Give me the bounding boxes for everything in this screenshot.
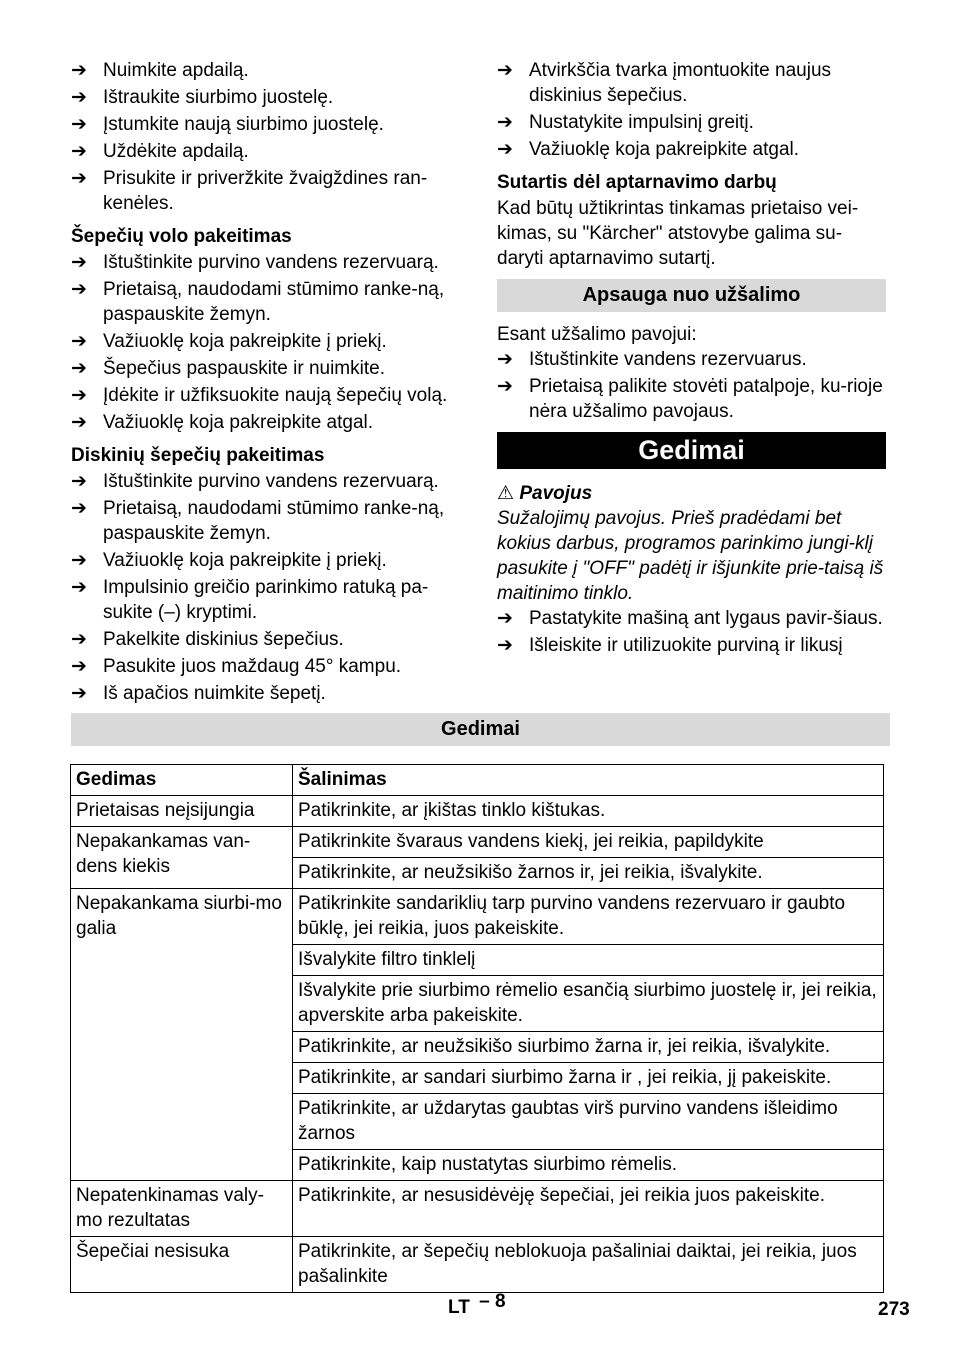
right-column bbox=[497, 58, 886, 660]
list-item: ➔ Pasukite juos maždaug 45° kampu. bbox=[71, 656, 402, 677]
table-row bbox=[71, 889, 884, 945]
list-item: ➔ Išleiskite ir utilizuokite purviną ir likusį bbox=[497, 635, 843, 656]
arrow-right-icon: ➔ bbox=[71, 252, 87, 273]
bullet-list-b bbox=[71, 250, 466, 435]
warning-label: Pavojus bbox=[519, 483, 593, 504]
arrow-right-icon: ➔ bbox=[71, 471, 87, 492]
list-item: ➔ Ištraukite siurbimo juostelę. bbox=[71, 87, 334, 108]
section-heading: Šepečių volo pakeitimas bbox=[71, 226, 292, 247]
arrow-right-icon: ➔ bbox=[497, 608, 513, 629]
list-item: ➔ Važiuoklę koja pakreipkite į priekį. bbox=[71, 331, 387, 352]
fault-cell: Nepatenkinamas valy-mo rezultatas bbox=[71, 1181, 293, 1237]
arrow-right-icon: ➔ bbox=[71, 385, 87, 406]
list-item: ➔ Ištuštinkite purvino vandens rezervuarą. bbox=[71, 252, 439, 273]
list-item: ➔ Prietaisą palikite stovėti patalpoje, ku-rioje nėra užšalimo pavojaus. bbox=[497, 376, 883, 422]
list-item: ➔ Impulsinio greičio parinkimo ratuką pa-sukite (–) kryptimi. bbox=[71, 577, 429, 623]
list-item: ➔ Šepečius paspauskite ir nuimkite. bbox=[71, 358, 385, 379]
faults-table-heading: Gedimai bbox=[71, 713, 890, 746]
contract-paragraph: Kad būtų užtikrintas tinkamas prietaiso vei-kimas, su "Kärcher" atstovybe galima su-daryti aptarnavimo sutartį. bbox=[497, 198, 859, 269]
warning-text: Sužalojimų pavojus. Prieš pradėdami bet kokius darbus, programos parinkimo jungi-klį pasukite į "OFF" padėtį ir išjunkite prie-taisą iš maitinimo tinklo. bbox=[497, 508, 884, 604]
fault-cell: Prietaisas neįsijungia bbox=[71, 796, 293, 827]
section-heading: Sutartis dėl aptarnavimo darbų bbox=[497, 172, 777, 193]
bullet-list-c bbox=[71, 469, 466, 706]
sub-page-number: – 8 bbox=[479, 1291, 506, 1312]
arrow-right-icon: ➔ bbox=[71, 168, 87, 189]
table-row bbox=[71, 1181, 884, 1237]
arrow-right-icon: ➔ bbox=[497, 376, 513, 397]
footer-language bbox=[448, 1291, 506, 1319]
remedy-cell: Patikrinkite, ar šepečių neblokuoja pašaliniai daiktai, jei reikia, juos pašalinkite bbox=[293, 1237, 884, 1293]
arrow-right-icon: ➔ bbox=[71, 60, 87, 81]
fault-cell: Nepakankamas van-dens kiekis bbox=[71, 827, 293, 889]
list-item: ➔ Ištuštinkite purvino vandens rezervuarą. bbox=[71, 471, 439, 492]
after-warning-list bbox=[497, 606, 886, 658]
arrow-right-icon: ➔ bbox=[71, 683, 87, 704]
remedy-cell: Patikrinkite, ar sandari siurbimo žarna ir , jei reikia, jį pakeiskite. bbox=[293, 1063, 884, 1094]
fault-cell: Nepakankama siurbi-mo galia bbox=[71, 889, 293, 1181]
arrow-right-icon: ➔ bbox=[71, 331, 87, 352]
column-header-fault: Gedimas bbox=[71, 765, 293, 796]
remedy-cell: Išvalykite prie siurbimo rėmelio esančią siurbimo juostelę ir, jei reikia, apverskite arba pakeiskite. bbox=[293, 976, 884, 1032]
list-item: ➔ Įdėkite ir užfiksuokite naują šepečių volą. bbox=[71, 385, 448, 406]
list-item: ➔ Ištuštinkite vandens rezervuarus. bbox=[497, 349, 807, 370]
table-row bbox=[71, 827, 884, 858]
list-item: ➔ Uždėkite apdailą. bbox=[71, 141, 249, 162]
page-number: 273 bbox=[878, 1299, 910, 1320]
list-item: ➔ Iš apačios nuimkite šepetį. bbox=[71, 683, 326, 704]
remedy-cell: Patikrinkite, ar uždarytas gaubtas virš purvino vandens išleidimo žarnos bbox=[293, 1094, 884, 1150]
section-heading: Diskinių šepečių pakeitimas bbox=[71, 445, 325, 466]
table-row bbox=[71, 1237, 884, 1293]
list-item: ➔ Važiuoklę koja pakreipkite į priekį. bbox=[71, 550, 387, 571]
bullet-list-right-a bbox=[497, 58, 886, 162]
bullet-list-a bbox=[71, 58, 466, 216]
list-item: ➔ Prietaisą, naudodami stūmimo ranke-ną, paspauskite žemyn. bbox=[71, 498, 445, 544]
list-item: ➔ Pastatykite mašiną ant lygaus pavir-šiaus. bbox=[497, 608, 883, 629]
arrow-right-icon: ➔ bbox=[497, 139, 513, 160]
list-item: ➔ Važiuoklę koja pakreipkite atgal. bbox=[497, 139, 800, 160]
arrow-right-icon: ➔ bbox=[71, 656, 87, 677]
arrow-right-icon: ➔ bbox=[497, 635, 513, 656]
frost-list bbox=[497, 347, 886, 424]
arrow-right-icon: ➔ bbox=[71, 358, 87, 379]
table-header-row bbox=[71, 765, 884, 796]
remedy-cell: Patikrinkite, ar įkištas tinklo kištukas. bbox=[293, 796, 884, 827]
arrow-right-icon: ➔ bbox=[71, 279, 87, 300]
arrow-right-icon: ➔ bbox=[71, 87, 87, 108]
list-item: ➔ Nustatykite impulsinį greitį. bbox=[497, 112, 754, 133]
list-item: ➔ Atvirkščia tvarka įmontuokite naujus diskinius šepečius. bbox=[497, 60, 832, 106]
arrow-right-icon: ➔ bbox=[71, 114, 87, 135]
table-row bbox=[71, 796, 884, 827]
list-item: ➔ Pakelkite diskinius šepečius. bbox=[71, 629, 344, 650]
column-header-remedy: Šalinimas bbox=[293, 765, 884, 796]
arrow-right-icon: ➔ bbox=[497, 112, 513, 133]
arrow-right-icon: ➔ bbox=[71, 412, 87, 433]
arrow-right-icon: ➔ bbox=[71, 550, 87, 571]
left-column bbox=[71, 58, 466, 708]
frost-protection-heading: Apsauga nuo užšalimo bbox=[497, 279, 886, 312]
list-item: ➔ Prisukite ir priveržkite žvaigždines ran-kenėles. bbox=[71, 168, 428, 214]
fault-cell: Šepečiai nesisuka bbox=[71, 1237, 293, 1293]
arrow-right-icon: ➔ bbox=[497, 60, 513, 81]
list-item: ➔ Važiuoklę koja pakreipkite atgal. bbox=[71, 412, 374, 433]
remedy-cell: Patikrinkite švaraus vandens kiekį, jei reikia, papildykite bbox=[293, 827, 884, 858]
list-item: ➔ Nuimkite apdailą. bbox=[71, 60, 249, 81]
remedy-cell: Išvalykite filtro tinklelį bbox=[293, 945, 884, 976]
remedy-cell: Patikrinkite, ar nesusidėvėję šepečiai, jei reikia juos pakeiskite. bbox=[293, 1181, 884, 1237]
arrow-right-icon: ➔ bbox=[71, 141, 87, 162]
list-item: ➔ Įstumkite naują siurbimo juostelę. bbox=[71, 114, 384, 135]
faults-table bbox=[70, 764, 884, 1293]
language-code: LT bbox=[448, 1297, 470, 1318]
warning-triangle-icon: ⚠ bbox=[497, 483, 515, 504]
remedy-cell: Patikrinkite, kaip nustatytas siurbimo rėmelis. bbox=[293, 1150, 884, 1181]
remedy-cell: Patikrinkite, ar neužsikišo žarnos ir, jei reikia, išvalykite. bbox=[293, 858, 884, 889]
arrow-right-icon: ➔ bbox=[71, 577, 87, 598]
arrow-right-icon: ➔ bbox=[71, 629, 87, 650]
frost-intro: Esant užšalimo pavojui: bbox=[497, 324, 697, 345]
faults-section-title: Gedimai bbox=[497, 432, 886, 469]
arrow-right-icon: ➔ bbox=[497, 349, 513, 370]
arrow-right-icon: ➔ bbox=[71, 498, 87, 519]
remedy-cell: Patikrinkite sandariklių tarp purvino vandens rezervuaro ir gaubto būklę, jei reikia, juos pakeiskite. bbox=[293, 889, 884, 945]
list-item: ➔ Prietaisą, naudodami stūmimo ranke-ną, paspauskite žemyn. bbox=[71, 279, 445, 325]
remedy-cell: Patikrinkite, ar neužsikišo siurbimo žarna ir, jei reikia, išvalykite. bbox=[293, 1032, 884, 1063]
warning-label-row bbox=[497, 481, 886, 506]
